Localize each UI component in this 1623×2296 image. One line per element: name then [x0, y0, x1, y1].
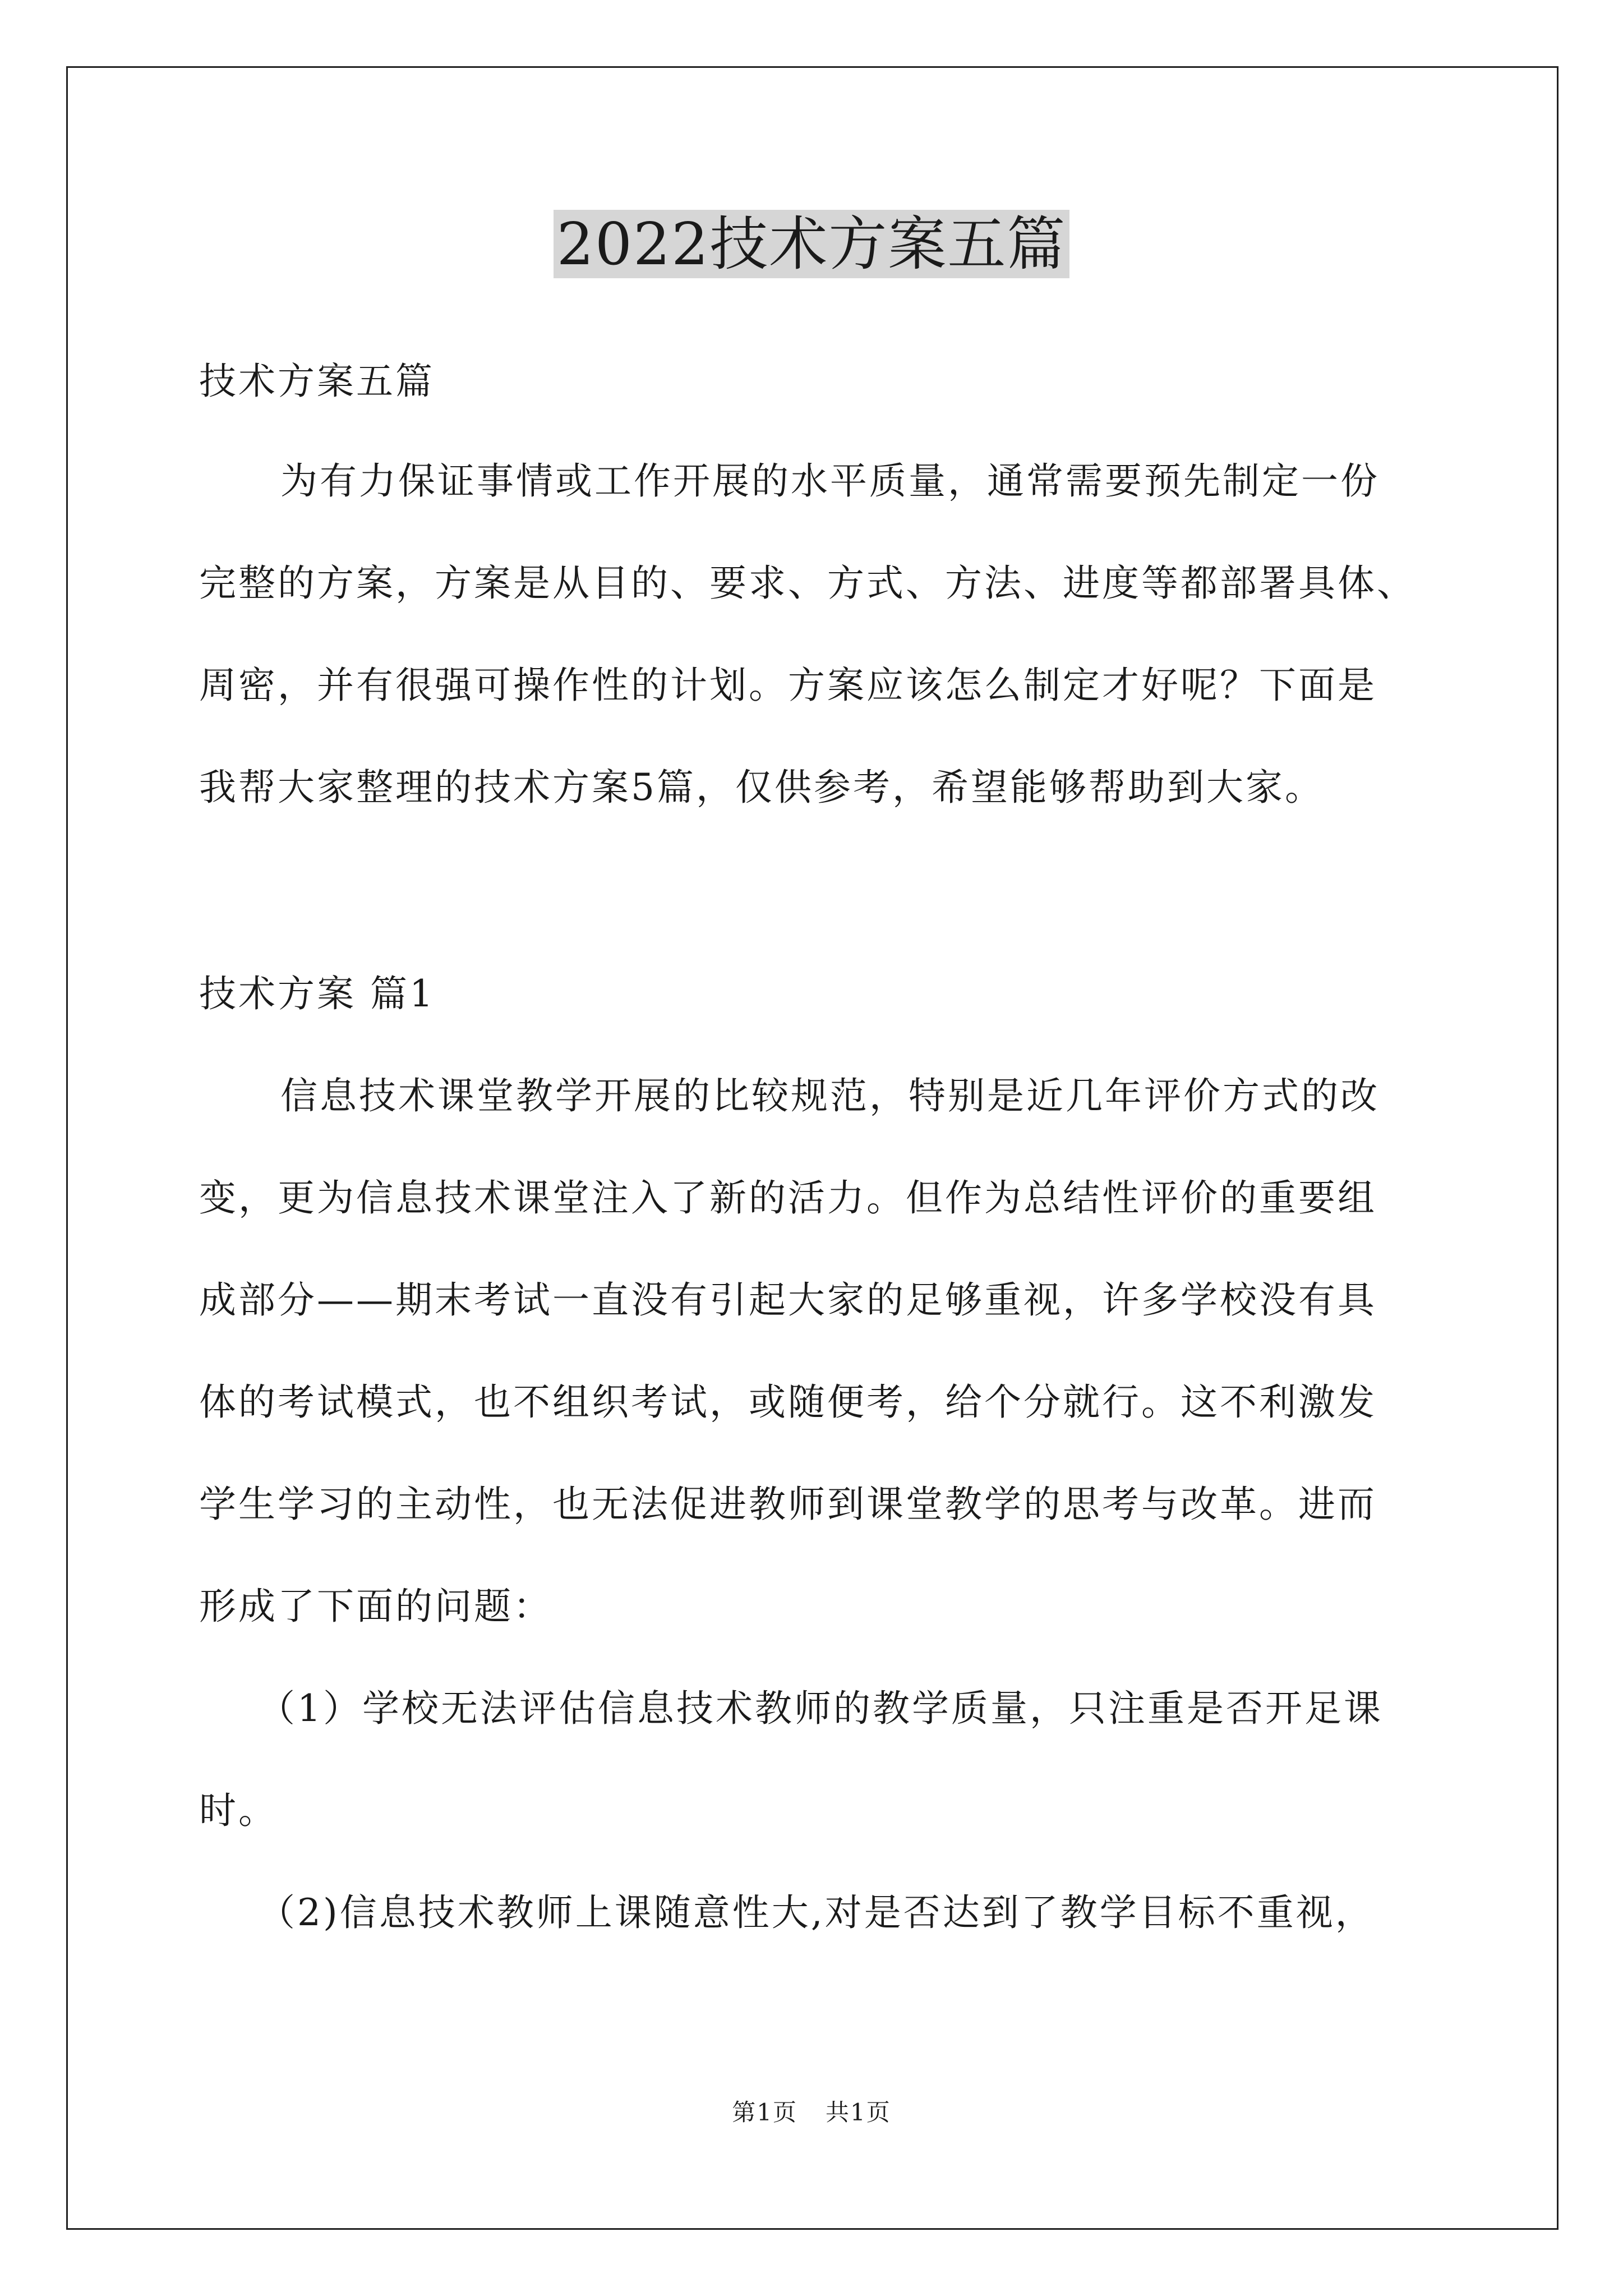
intro-heading: 技术方案五篇 [199, 360, 435, 403]
section-line: 形成了下面的问题： [199, 1585, 552, 1628]
page-number-current: 第1页 [732, 2099, 797, 2126]
page-number-total: 共1页 [826, 2099, 891, 2126]
section-line: 信息技术课堂教学开展的比较规范，特别是近几年评价方式的改 [280, 1074, 1380, 1117]
intro-line: 为有力保证事情或工作开展的水平质量，通常需要预先制定一份 [280, 459, 1380, 503]
intro-line: 完整的方案，方案是从目的、要求、方式、方法、进度等都部署具体、 [199, 562, 1416, 605]
section-heading: 技术方案 篇1 [199, 972, 435, 1015]
list-item-line: 时。 [199, 1789, 278, 1832]
section-line: 变，更为信息技术课堂注入了新的活力。但作为总结性评价的重要组 [199, 1176, 1377, 1220]
section-line: 成部分——期末考试一直没有引起大家的足够重视，许多学校没有具 [199, 1278, 1377, 1322]
document-title-text: 2022技术方案五篇 [554, 210, 1070, 278]
intro-line: 周密，并有很强可操作性的计划。方案应该怎么制定才好呢？下面是 [199, 664, 1377, 707]
section-line: 学生学习的主动性，也无法促进教师到课堂教学的思考与改革。进而 [199, 1483, 1377, 1526]
list-item-line: （1）学校无法评估信息技术教师的教学质量，只注重是否开足课 [258, 1687, 1383, 1730]
list-item-line: （2)信息技术教师上课随意性大,对是否达到了教学目标不重视， [258, 1891, 1375, 1934]
document-title [0, 202, 1623, 286]
page-footer [0, 2096, 1623, 2129]
intro-line: 我帮大家整理的技术方案5篇，仅供参考，希望能够帮助到大家。 [199, 766, 1324, 809]
section-line: 体的考试模式，也不组织考试，或随便考，给个分就行。这不利激发 [199, 1381, 1377, 1424]
